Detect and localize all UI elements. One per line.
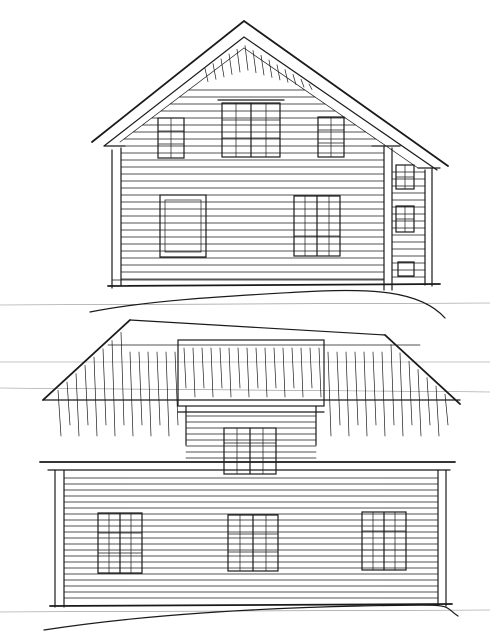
upper-window-lower-right — [294, 196, 340, 256]
lower-roof — [43, 320, 460, 445]
lower-dormer-window — [224, 428, 276, 474]
lower-elevation — [40, 320, 460, 630]
lower-window-right — [362, 512, 406, 570]
upper-elevation — [90, 21, 448, 318]
upper-window-top-right — [318, 117, 344, 157]
upper-window-lower-left — [160, 195, 206, 257]
upper-window-top-center — [218, 100, 284, 157]
upper-window-top-left — [158, 118, 184, 158]
upper-gable-roof — [92, 21, 448, 170]
lower-window-center — [228, 515, 278, 571]
lower-ground-line — [44, 604, 458, 630]
upper-side-windows — [396, 165, 414, 276]
paper-guide-lines — [0, 303, 490, 612]
lower-window-left — [98, 513, 142, 573]
